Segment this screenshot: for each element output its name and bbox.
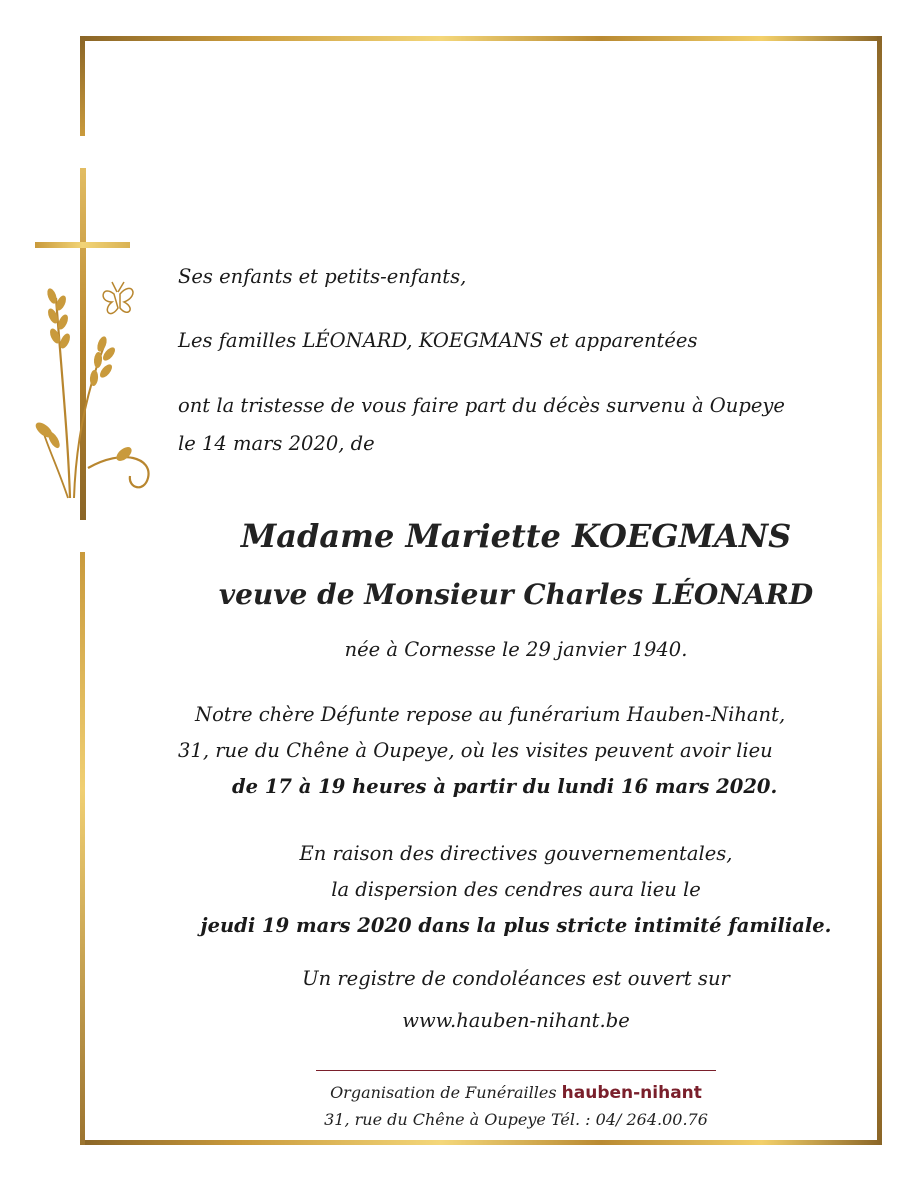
condolences-url-link[interactable]: www.hauben-nihant.be xyxy=(402,1009,630,1032)
visitation-line-1: Notre chère Défunte repose au funérarium Hauben-Nihant, xyxy=(195,703,786,726)
visitation-hours: de 17 à 19 heures à partir du lundi 16 mars 2020. xyxy=(232,775,778,798)
frame-left-border-top xyxy=(80,36,85,136)
deceased-spouse: veuve de Monsieur Charles LÉONARD xyxy=(218,578,814,611)
deceased-name: Madame Mariette KOEGMANS xyxy=(240,517,792,555)
intro-announcement-line: ont la tristesse de vous faire part du décès survenu à Oupeye xyxy=(178,394,785,417)
footer-prefix: Organisation de Funérailles xyxy=(330,1083,557,1102)
frame-left-border-bottom xyxy=(80,552,85,1145)
footer-address: 31, rue du Chêne à Oupeye Tél. : 04/ 264.00.76 xyxy=(324,1110,708,1129)
brand-logo: hauben-nihant xyxy=(561,1083,702,1103)
frame-bottom-border xyxy=(80,1140,882,1145)
footer-divider xyxy=(316,1070,716,1071)
ceremony-line-1: En raison des directives gouvernementales, xyxy=(299,842,733,865)
ceremony-date: jeudi 19 mars 2020 dans la plus stricte intimité familiale. xyxy=(200,914,832,937)
intro-families-line: Les familles LÉONARD, KOEGMANS et apparentées xyxy=(178,329,698,352)
frame-right-border xyxy=(877,36,882,1145)
condolences-line: Un registre de condoléances est ouvert sur xyxy=(302,967,730,990)
intro-date-line: le 14 mars 2020, de xyxy=(178,432,375,455)
intro-children-line: Ses enfants et petits-enfants, xyxy=(178,265,467,288)
ceremony-line-2: la dispersion des cendres aura lieu le xyxy=(331,878,701,901)
footer-organisation xyxy=(270,1083,762,1103)
visitation-line-2: 31, rue du Chêne à Oupeye, où les visites peuvent avoir lieu xyxy=(178,739,773,762)
cross-wheat-butterfly-icon xyxy=(28,168,158,528)
frame-top-border xyxy=(80,36,882,41)
deceased-birth: née à Cornesse le 29 janvier 1940. xyxy=(344,638,688,661)
